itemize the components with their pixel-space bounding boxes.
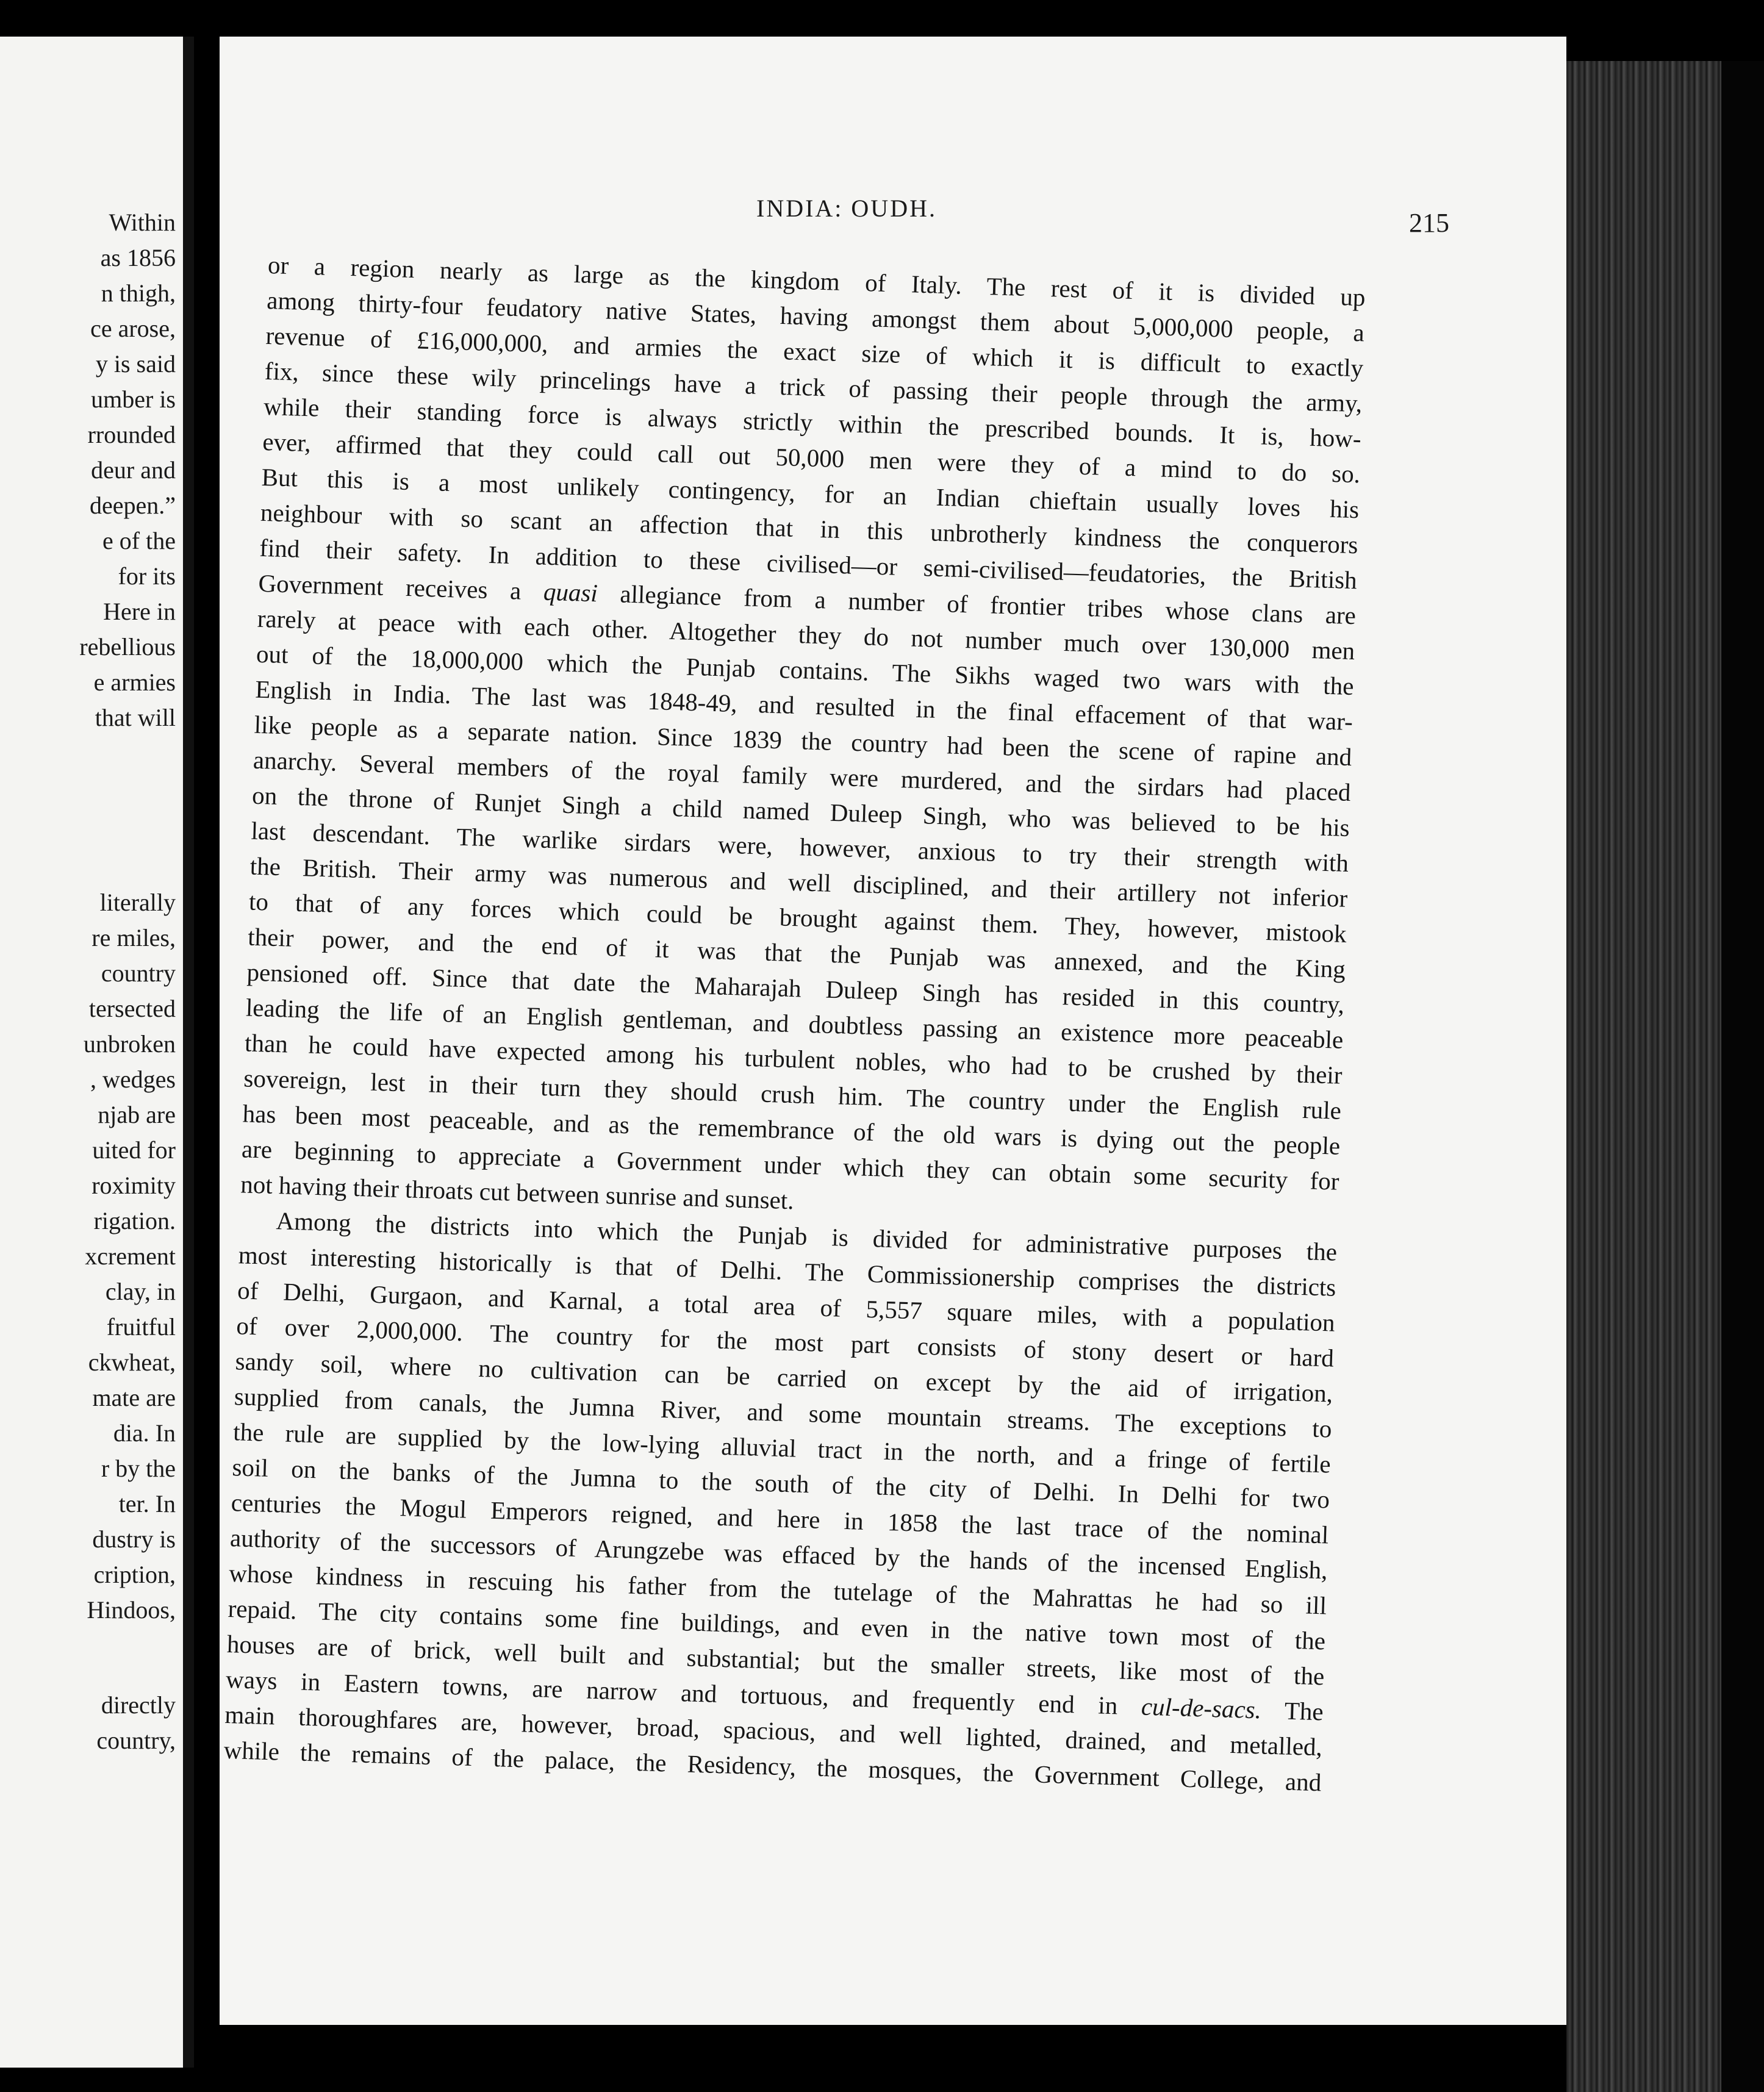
left-page-line: mate are	[92, 1384, 176, 1411]
left-page-line: rrounded	[87, 421, 176, 448]
text-line: find their safety. In addition to these civilised—or semi-civilised—feudatories, the British	[259, 533, 1358, 595]
text-line: Government receives a quasi allegiance from a number of frontier tribes whose clans are	[257, 568, 1357, 630]
text-line: rarely at peace with each other. Altogether they do not number much over 130,000 men	[257, 604, 1355, 665]
text-line: repaid. The city contains some fine buildings, and even in the native town most of the	[228, 1594, 1326, 1655]
page-number: 215	[1409, 208, 1449, 238]
running-head: INDIA: OUDH.	[756, 195, 937, 222]
left-page-line: re miles,	[91, 924, 176, 951]
left-page-line: , wedges	[90, 1066, 176, 1093]
text-line: while the remains of the palace, the Residency, the mosques, the Government College, and	[223, 1735, 1322, 1797]
text-line: than he could have expected among his turbulent nobles, who had to be crushed by their	[244, 1028, 1343, 1089]
left-page-line: dia. In	[113, 1419, 176, 1447]
text-line: are beginning to appreciate a Government under which they can obtain some security for	[241, 1134, 1340, 1195]
left-page-line: xcrement	[85, 1242, 176, 1270]
text-line: soil on the banks of the Jumna to the south of the city of Delhi. In Delhi for two	[231, 1453, 1330, 1514]
left-page-line: cription,	[93, 1561, 176, 1588]
text-line: revenue of £16,000,000, and armies the exact size of which it is difficult to exactly	[265, 321, 1364, 382]
left-page-line: Here in	[103, 598, 176, 625]
text-line: fix, since these wily princelings have a trick of passing their people through the army,	[264, 356, 1363, 418]
paragraph	[223, 1202, 1399, 1802]
left-page-line: y is said	[95, 350, 176, 378]
text-line: to that of any forces which could be brought against them. They, however, mistook	[248, 887, 1347, 948]
text-line: of Delhi, Gurgaon, and Karnal, a total area of 5,557 square miles, with a population	[237, 1276, 1336, 1337]
left-page-line: dustry is	[92, 1525, 176, 1553]
text-line: anarchy. Several members of the royal family were murdered, and the sirdars had placed	[253, 745, 1352, 807]
body-text	[223, 247, 1427, 1802]
text-line: whose kindness in rescuing his father from the tutelage of the Mahrattas he had so ill	[228, 1559, 1327, 1620]
left-page-line: ckwheat,	[88, 1349, 176, 1376]
text-line: on the throne of Runjet Singh a child named Duleep Singh, who was believed to be his	[251, 781, 1350, 842]
text-line: main thoroughfares are, however, broad, spacious, and well lighted, drained, and metalled,	[224, 1700, 1323, 1761]
page-edges	[1566, 61, 1764, 2092]
text-line: has been most peaceable, and as the remembrance of the old wars is dying out the people	[242, 1099, 1341, 1160]
left-page-line: country,	[96, 1727, 176, 1754]
left-page-line: uited for	[92, 1136, 176, 1164]
left-page-line: umber is	[91, 385, 176, 413]
text-line: most interesting historically is that of Delhi. The Commissionership comprises the districts	[238, 1241, 1336, 1302]
text-line: the British. Their army was numerous and well disciplined, and their artillery not inferior	[249, 851, 1348, 912]
left-page-line: e armies	[93, 668, 176, 696]
left-page-line: deepen.”	[89, 492, 176, 519]
left-page-line: r by the	[101, 1455, 176, 1482]
left-page-line: for its	[118, 562, 176, 590]
text-line: English in India. The last was 1848-49, and resulted in the final effacement of that war-	[254, 675, 1353, 736]
text-line: the rule are supplied by the low-lying alluvial tract in the north, and a fringe of fertile	[232, 1417, 1332, 1478]
text-line: last descendant. The warlike sirdars were, however, anxious to try their strength with	[250, 816, 1349, 877]
text-line: their power, and the end of it was that the Punjab was annexed, and the King	[247, 922, 1346, 983]
text-line: supplied from canals, the Jumna River, and some mountain streams. The exceptions to	[234, 1382, 1333, 1443]
text-line: among thirty-four feudatory native States, having amongst them about 5,000,000 people, a	[266, 285, 1365, 347]
left-page-line: that will	[95, 704, 176, 731]
text-line: ever, affirmed that they could call out 50,000 men were they of a mind to do so.	[262, 427, 1361, 489]
left-page-line: ter. In	[118, 1490, 176, 1517]
left-page-line: directly	[101, 1691, 176, 1719]
left-page-line: literally	[99, 889, 176, 916]
left-page-line: fruitful	[106, 1313, 176, 1341]
text-line: or a region nearly as large as the kingdom of Italy. The rest of it is divided up	[267, 250, 1366, 312]
text-line: centuries the Mogul Emperors reigned, and here in 1858 the last trace of the nominal	[231, 1488, 1329, 1549]
left-page-line: ce arose,	[90, 315, 176, 342]
book-edge-shadow	[1721, 61, 1764, 2092]
text-line: neighbour with so scant an affection that in this unbrotherly kindness the conquerors	[260, 498, 1359, 559]
paragraph	[240, 247, 1427, 1236]
left-page-line: tersected	[88, 995, 176, 1022]
text-line: authority of the successors of Arungzebe was effaced by the hands of the incensed English,	[229, 1524, 1328, 1585]
left-page-line: Within	[109, 209, 176, 236]
left-page-line: clay, in	[105, 1278, 176, 1305]
text-line: pensioned off. Since that date the Maharajah Duleep Singh has resided in this country,	[246, 958, 1345, 1019]
left-page-line: roximity	[91, 1172, 176, 1199]
gutter-shadow	[183, 37, 194, 2068]
left-page-line: unbroken	[83, 1030, 176, 1058]
left-page-line: e of the	[102, 527, 176, 554]
text-line: sovereign, lest in their turn they should crush him. The country under the English rule	[243, 1064, 1342, 1125]
text-line: ways in Eastern towns, are narrow and tortuous, and frequently end in cul-de-sacs. The	[225, 1664, 1324, 1726]
text-line: houses are of brick, well built and substantial; but the smaller streets, like most of the	[226, 1630, 1325, 1691]
text-line: out of the 18,000,000 which the Punjab contains. The Sikhs waged two wars with the	[256, 639, 1355, 701]
left-page-line: as 1856	[100, 244, 176, 271]
left-page-line: njab are	[98, 1101, 176, 1128]
left-page-line: rebellious	[79, 633, 176, 661]
text-line: sandy soil, where no cultivation can be carried on except by the aid of irrigation,	[235, 1347, 1333, 1408]
left-page-line: Hindoos,	[87, 1596, 176, 1624]
left-page-line: country	[101, 959, 176, 987]
text-line: not having their throats cut between sunrise and sunset.	[240, 1170, 795, 1215]
left-page-line: n thigh,	[101, 279, 176, 307]
text-line: while their standing force is always strictly within the prescribed bounds. It is, how-	[263, 392, 1362, 453]
left-page-line: rigation.	[93, 1207, 176, 1234]
text-line: But this is a most unlikely contingency, for an Indian chieftain usually loves his	[261, 462, 1360, 524]
left-facing-page	[0, 37, 194, 2068]
text-line: of over 2,000,000. The country for the most part consists of stony desert or hard	[235, 1311, 1335, 1372]
text-line: Among the districts into which the Punjab is divided for administrative purposes the	[275, 1206, 1338, 1266]
main-page	[220, 37, 1566, 2025]
left-page-line: deur and	[91, 456, 176, 484]
text-line: like people as a separate nation. Since 1839 the country had been the scene of rapine and	[254, 710, 1352, 772]
text-line: leading the life of an English gentleman, and doubtless passing an existence more peaceable	[245, 993, 1344, 1054]
